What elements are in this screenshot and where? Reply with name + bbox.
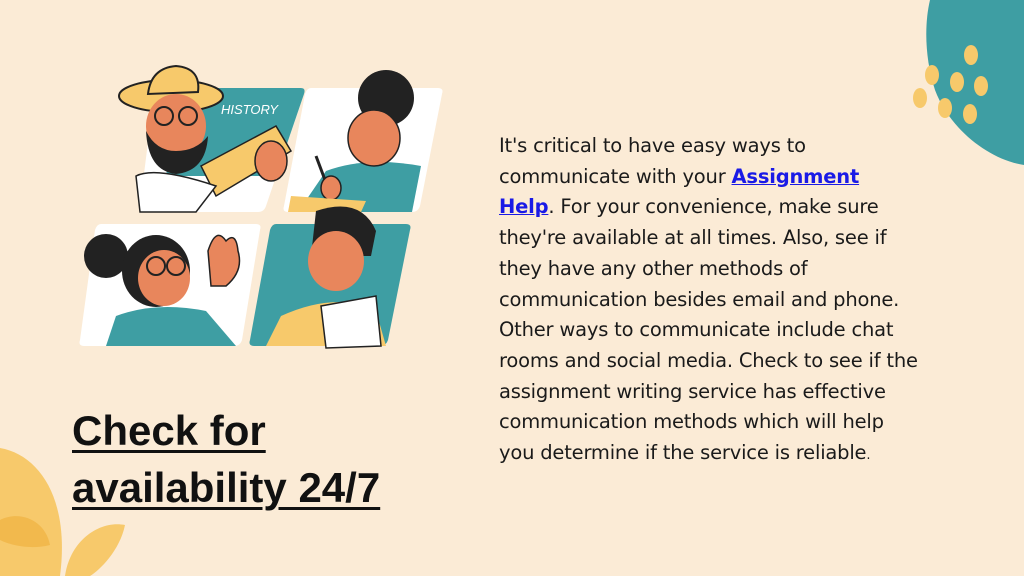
assignment-help-link[interactable]: Assignment Help [499, 164, 860, 219]
board-label: HISTORY [221, 102, 279, 117]
video-call-illustration [76, 56, 446, 352]
section-heading [72, 402, 432, 516]
heading-line-1: Check for [72, 407, 266, 454]
paragraph-text-before-link: It's critical to have easy ways to communicate with your [499, 134, 806, 188]
paragraph-text-after-link: . For your convenience, make sure they're available at all times. Also, see if they have any other methods of communication besides email and phone. Other ways to communicate include chat rooms and social media. Check to see if the assignment writing service has effective communication methods which will help you determine if the service is reliable [499, 195, 918, 465]
paragraph-end-period: . [866, 448, 871, 464]
body-paragraph [499, 131, 919, 472]
panel-student-writing [284, 70, 443, 212]
heading-line-2: availability 24/7 [72, 464, 381, 511]
panel-teacher [119, 66, 305, 212]
panel-man-reading [250, 207, 411, 349]
panel-woman-waving [80, 224, 261, 346]
